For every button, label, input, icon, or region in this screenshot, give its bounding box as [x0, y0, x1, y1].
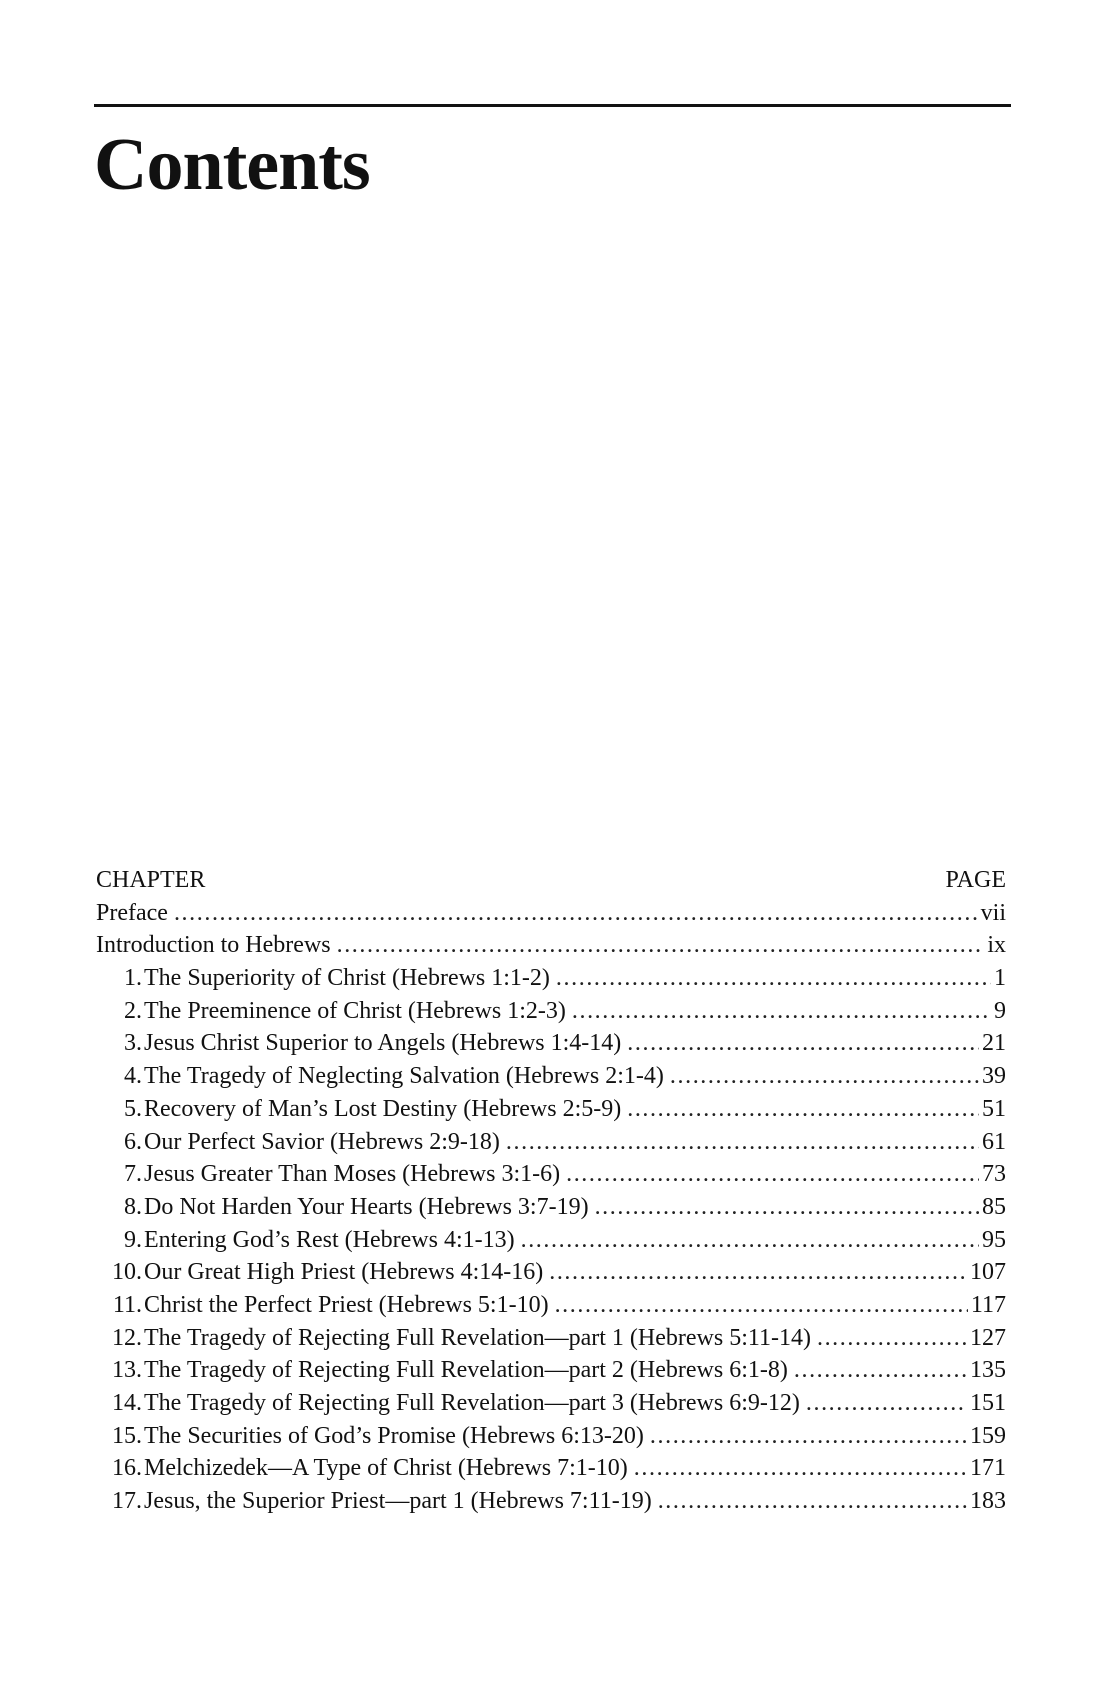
chapter-title: Jesus Christ Superior to Angels (Hebrews 1:4-14) — [144, 1030, 622, 1057]
chapter-title: Our Great High Priest (Hebrews 4:14-16) — [144, 1259, 544, 1286]
chapter-title: Jesus Greater Than Moses (Hebrews 3:1-6) — [144, 1161, 561, 1188]
toc-entry — [96, 962, 1006, 995]
dot-leader — [817, 1322, 967, 1355]
chapter-title: The Tragedy of Rejecting Full Revelation—part 3 (Hebrews 6:9-12) — [144, 1390, 800, 1416]
chapter-title: The Tragedy of Rejecting Full Revelation—part 2 (Hebrews 6:1-8) — [144, 1357, 788, 1384]
page-number: 51 — [982, 1095, 1006, 1122]
toc-entry — [96, 1256, 1006, 1289]
dot-leader — [627, 1093, 979, 1126]
chapter-number: 1. — [124, 965, 142, 992]
dot-leader — [549, 1256, 967, 1289]
dot-leader — [555, 1289, 968, 1322]
dot-leader — [650, 1420, 967, 1453]
chapter-title: Jesus, the Superior Priest—part 1 (Hebrews 7:11-19) — [144, 1488, 652, 1515]
page-number: 1 — [994, 965, 1006, 992]
chapter-title: The Superiority of Christ (Hebrews 1:1-2) — [144, 965, 550, 992]
dot-leader — [595, 1191, 979, 1224]
toc-entry — [96, 1224, 1006, 1257]
toc-entry — [96, 1289, 1006, 1322]
page-number: 73 — [982, 1161, 1006, 1188]
toc-entry — [96, 1158, 1006, 1191]
page-number: 171 — [970, 1455, 1006, 1482]
dot-leader — [634, 1452, 967, 1485]
page-number: 127 — [970, 1324, 1006, 1351]
chapter-title: Entering God’s Rest (Hebrews 4:1-13) — [144, 1226, 515, 1253]
page-number: 159 — [970, 1422, 1006, 1449]
chapter-number: 15. — [112, 1422, 142, 1449]
toc-entry — [96, 1191, 1006, 1224]
chapter-title: Preface — [96, 899, 168, 926]
page-number: 151 — [970, 1390, 1006, 1416]
toc-entry — [96, 1420, 1006, 1453]
page-number: 107 — [970, 1259, 1006, 1286]
chapter-number: 5. — [124, 1095, 142, 1122]
chapter-column-label: CHAPTER — [96, 867, 206, 893]
dot-leader — [670, 1060, 979, 1093]
chapter-title: The Tragedy of Neglecting Salvation (Hebrews 2:1-4) — [144, 1063, 664, 1090]
toc-header — [96, 864, 1006, 897]
dot-leader — [794, 1354, 967, 1387]
chapter-number: 8. — [124, 1193, 142, 1220]
dot-leader — [627, 1027, 979, 1060]
dot-leader — [658, 1485, 967, 1518]
page-title: Contents — [94, 124, 370, 206]
toc-entry — [96, 1060, 1006, 1093]
chapter-number: 7. — [124, 1161, 142, 1188]
top-rule — [94, 104, 1011, 107]
page-number: 95 — [982, 1226, 1006, 1253]
page-number: 9 — [994, 997, 1006, 1024]
chapter-title: The Securities of God’s Promise (Hebrews 6:13-20) — [144, 1422, 644, 1449]
toc-entry — [96, 1485, 1006, 1518]
page-number: 21 — [982, 1030, 1006, 1057]
toc-entry — [96, 995, 1006, 1028]
dot-leader — [566, 1158, 979, 1191]
chapter-title: Our Perfect Savior (Hebrews 2:9-18) — [144, 1128, 500, 1155]
toc-entry — [96, 1322, 1006, 1355]
page-number: ix — [987, 932, 1006, 959]
chapter-title: Recovery of Man’s Lost Destiny (Hebrews 2:5-9) — [144, 1095, 622, 1122]
chapter-title: Melchizedek—A Type of Christ (Hebrews 7:1-10) — [144, 1455, 628, 1482]
chapter-number: 9. — [124, 1226, 142, 1253]
page-column-label: PAGE — [945, 867, 1006, 893]
page-number: 39 — [982, 1063, 1006, 1090]
toc-entry — [96, 1093, 1006, 1126]
chapter-number: 17. — [112, 1488, 142, 1515]
page-number: 117 — [970, 1291, 1006, 1318]
page-number: 135 — [970, 1357, 1006, 1384]
chapter-number: 11. — [112, 1291, 142, 1318]
chapter-number: 13. — [112, 1357, 142, 1384]
toc-entry — [96, 897, 1006, 930]
page-number: vii — [980, 899, 1006, 926]
toc-entry — [96, 1452, 1006, 1485]
toc-entry — [96, 1027, 1006, 1060]
page-number: 61 — [982, 1128, 1006, 1155]
dot-leader — [806, 1387, 967, 1420]
dot-leader — [556, 962, 991, 995]
chapter-number: 2. — [124, 997, 142, 1024]
chapter-title: The Preeminence of Christ (Hebrews 1:2-3) — [144, 997, 566, 1024]
chapter-number: 4. — [124, 1063, 142, 1090]
page-number: 183 — [970, 1488, 1006, 1515]
page-number: 85 — [982, 1193, 1006, 1220]
chapter-number: 16. — [112, 1455, 142, 1482]
chapter-title: Introduction to Hebrews — [96, 932, 331, 959]
toc-entry — [96, 1354, 1006, 1387]
chapter-title: Christ the Perfect Priest (Hebrews 5:1-10) — [144, 1291, 549, 1318]
dot-leader — [337, 929, 985, 962]
chapter-title: The Tragedy of Rejecting Full Revelation—part 1 (Hebrews 5:11-14) — [144, 1324, 811, 1351]
chapter-number: 12. — [112, 1324, 142, 1351]
dot-leader — [506, 1126, 979, 1159]
toc-entry — [96, 1387, 1006, 1420]
chapter-number: 6. — [124, 1128, 142, 1155]
chapter-title: Do Not Harden Your Hearts (Hebrews 3:7-19) — [144, 1193, 589, 1220]
toc-entry — [96, 929, 1006, 962]
chapter-number: 14. — [112, 1390, 142, 1416]
chapter-number: 10. — [112, 1259, 142, 1286]
dot-leader — [572, 995, 991, 1028]
dot-leader — [521, 1224, 979, 1257]
chapter-number: 3. — [124, 1030, 142, 1057]
table-of-contents — [96, 864, 1006, 1518]
toc-entries — [96, 897, 1006, 1518]
dot-leader — [174, 897, 978, 930]
toc-entry — [96, 1126, 1006, 1159]
